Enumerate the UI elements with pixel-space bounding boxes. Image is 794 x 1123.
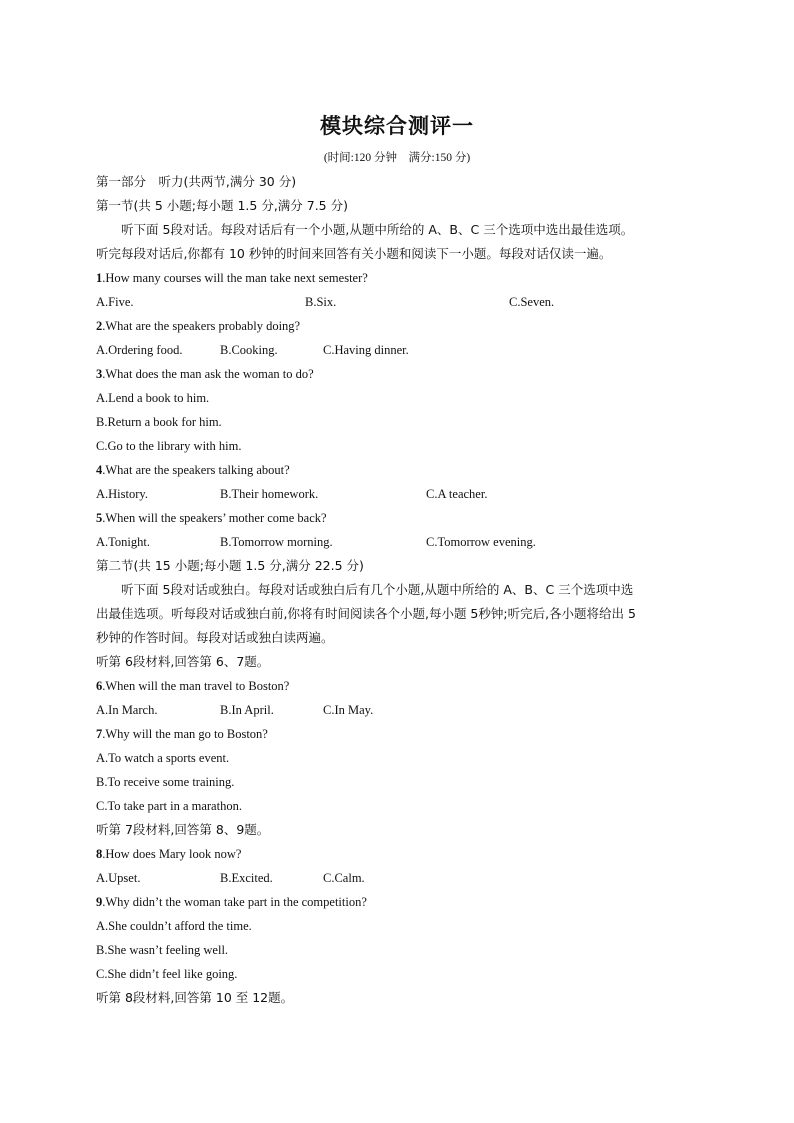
- option-b: B.She wasn’t feeling well.: [96, 943, 229, 957]
- option-c: C.Tomorrow evening.: [426, 535, 536, 549]
- question-8: [96, 846, 706, 862]
- option-c: C.In May.: [323, 703, 374, 717]
- option-b: B.Six.: [305, 295, 337, 309]
- page-title: 模块综合测评一: [320, 114, 474, 138]
- option-b: B.Return a book for him.: [96, 415, 222, 429]
- section-heading-2: 第二节(共 15 小题;每小题 1.5 分,满分 22.5 分): [96, 558, 364, 573]
- option-a: A.In March.: [96, 703, 158, 717]
- option-c: C.A teacher.: [426, 487, 488, 501]
- instruction-line: 出最佳选项。听每段对话或独白前,你将有时间阅读各个小题,每小题 5秒钟;听完后,各小题将给出 5: [96, 606, 636, 621]
- section-heading-1: 第一节(共 5 小题;每小题 1.5 分,满分 7.5 分): [96, 198, 348, 213]
- question-text: .Why will the man go to Boston?: [102, 727, 268, 741]
- option-a: A.Five.: [96, 295, 134, 309]
- exam-time-info: (时间:120 分钟 满分:150 分): [323, 152, 471, 164]
- option-c: C.Seven.: [509, 295, 555, 309]
- question-text: .What are the speakers talking about?: [102, 463, 290, 477]
- material-note-6: 听第 6段材料,回答第 6、7题。: [96, 654, 270, 669]
- question-number: 8: [96, 847, 103, 861]
- option-a: A.Ordering food.: [96, 343, 183, 357]
- part-heading: 第一部分 听力(共两节,满分 30 分): [96, 174, 297, 189]
- question-number: 2: [96, 319, 103, 333]
- question-text: .How does Mary look now?: [102, 847, 242, 861]
- instruction-line: 听完每段对话后,你都有 10 秒钟的时间来回答有关小题和阅读下一小题。每段对话仅读一遍。: [96, 246, 612, 261]
- option-b: B.Cooking.: [220, 343, 278, 357]
- question-3: [96, 366, 706, 382]
- question-5: [96, 510, 706, 526]
- instruction-line: 听下面 5段对话或独白。每段对话或独白后有几个小题,从题中所给的 A、B、C 三个选项中选: [96, 582, 634, 597]
- option-c: C.Having dinner.: [323, 343, 409, 357]
- question-number: 9: [96, 895, 103, 909]
- option-b: B.Excited.: [220, 871, 273, 885]
- option-a: A.To watch a sports event.: [96, 751, 230, 765]
- option-b: B.To receive some training.: [96, 775, 235, 789]
- option-c: C.Go to the library with him.: [96, 439, 242, 453]
- question-number: 4: [96, 463, 103, 477]
- question-number: 7: [96, 727, 103, 741]
- question-number: 1: [96, 271, 103, 285]
- question-text: .What does the man ask the woman to do?: [102, 367, 314, 381]
- question-text: .When will the man travel to Boston?: [102, 679, 290, 693]
- question-6: [96, 678, 706, 694]
- question-1: [96, 270, 706, 286]
- section2-instructions: [96, 578, 696, 650]
- question-text: .Why didn’t the woman take part in the competition?: [102, 895, 367, 909]
- question-text: .How many courses will the man take next semester?: [102, 271, 368, 285]
- instruction-line: 听下面 5段对话。每段对话后有一个小题,从题中所给的 A、B、C 三个选项中选出最佳选项。: [96, 222, 634, 237]
- material-note-8: 听第 8段材料,回答第 10 至 12题。: [96, 990, 294, 1005]
- material-note-7: 听第 7段材料,回答第 8、9题。: [96, 822, 270, 837]
- question-text: .What are the speakers probably doing?: [102, 319, 301, 333]
- option-c: C.To take part in a marathon.: [96, 799, 242, 813]
- question-number: 3: [96, 367, 103, 381]
- option-b: B.In April.: [220, 703, 274, 717]
- question-7: [96, 726, 706, 742]
- question-2: [96, 318, 706, 334]
- option-b: B.Their homework.: [220, 487, 319, 501]
- option-c: C.Calm.: [323, 871, 365, 885]
- option-c: C.She didn’t feel like going.: [96, 967, 238, 981]
- option-a: A.History.: [96, 487, 148, 501]
- option-a: A.Upset.: [96, 871, 141, 885]
- question-number: 6: [96, 679, 103, 693]
- question-text: .When will the speakers’ mother come back?: [102, 511, 327, 525]
- option-b: B.Tomorrow morning.: [220, 535, 333, 549]
- option-a: A.Tonight.: [96, 535, 150, 549]
- question-9: [96, 894, 706, 910]
- question-number: 5: [96, 511, 103, 525]
- option-a: A.Lend a book to him.: [96, 391, 210, 405]
- option-a: A.She couldn’t afford the time.: [96, 919, 252, 933]
- section1-instructions: [96, 218, 696, 266]
- question-4: [96, 462, 706, 478]
- instruction-line: 秒钟的作答时间。每段对话或独白读两遍。: [96, 630, 334, 645]
